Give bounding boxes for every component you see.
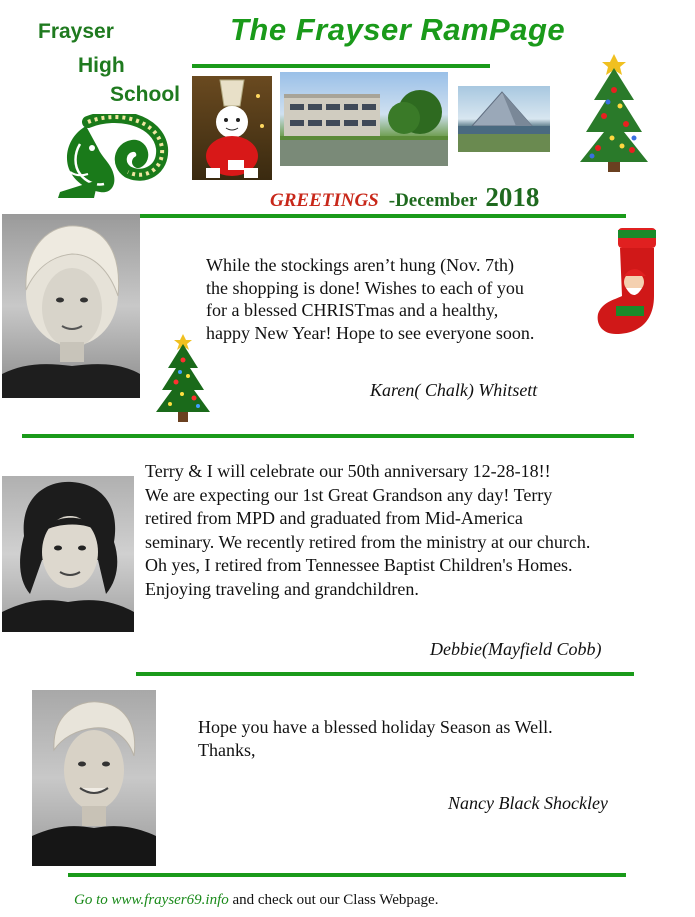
greetings-month: -December xyxy=(388,190,478,211)
debbie-message-line: We are expecting our 1st Great Grandson any day! Terry xyxy=(145,484,553,505)
karen-message-line: for a blessed CHRISTmas and a healthy, xyxy=(206,300,499,320)
karen-signature: Karen( Chalk) Whitsett xyxy=(370,380,538,400)
section-divider-2 xyxy=(136,672,634,676)
footer-divider xyxy=(68,873,626,877)
nancy-message xyxy=(198,716,658,761)
debbie-message-line: seminary. We recently retired from the ministry at our church. xyxy=(145,531,591,552)
greetings-heading xyxy=(270,182,539,213)
karen-message-line: happy New Year! Hope to see everyone soon. xyxy=(206,322,535,343)
karen-message-line: the shopping is done! Wishes to each of you xyxy=(206,277,524,298)
karen-message xyxy=(206,254,606,344)
greetings-label: GREETINGS xyxy=(270,190,379,211)
nancy-yearbook-photo xyxy=(32,690,156,866)
ram-mascot-logo xyxy=(58,114,186,198)
debbie-signature: Debbie(Mayfield Cobb) xyxy=(430,639,602,659)
greetings-divider xyxy=(140,214,626,218)
debbie-message-line: Enjoying traveling and grandchildren. xyxy=(145,578,419,599)
school-building-photo xyxy=(280,72,448,166)
debbie-yearbook-photo xyxy=(2,476,134,632)
debbie-message-line: Terry & I will celebrate our 50th anniversary 12-28-18!! xyxy=(145,461,551,481)
pyramid-photo xyxy=(458,86,550,152)
nancy-message-line: Thanks, xyxy=(198,739,256,760)
section-divider-1 xyxy=(22,434,634,438)
title-underline xyxy=(192,64,490,68)
school-name-line-3: School xyxy=(110,83,181,106)
footer-rest-text: and check out our Class Webpage. xyxy=(228,892,439,908)
christmas-tree-icon xyxy=(574,50,654,176)
karen-yearbook-photo xyxy=(2,214,140,398)
debbie-message-line: retired from MPD and graduated from Mid-America xyxy=(145,508,523,529)
nancy-signature: Nancy Black Shockley xyxy=(448,793,608,813)
debbie-message xyxy=(145,460,685,602)
karen-message-line: While the stockings aren’t hung (Nov. 7th) xyxy=(206,255,514,275)
footer-text xyxy=(74,892,438,909)
greetings-year: 2018 xyxy=(485,182,540,212)
school-name-line-2: High xyxy=(78,54,125,77)
christmas-stocking-icon xyxy=(594,226,664,338)
school-name-line-1: Frayser xyxy=(38,20,114,43)
nancy-message-line: Hope you have a blessed holiday Season as Well. xyxy=(198,717,553,737)
debbie-message-line: Oh yes, I retired from Tennessee Baptist Children's Homes. xyxy=(145,555,573,576)
snowman-photo xyxy=(192,76,272,180)
small-christmas-tree-icon xyxy=(152,332,214,424)
newsletter-title: The Frayser RamPage xyxy=(230,12,566,47)
class-website-link[interactable]: Go to www.frayser69.info xyxy=(74,892,229,908)
